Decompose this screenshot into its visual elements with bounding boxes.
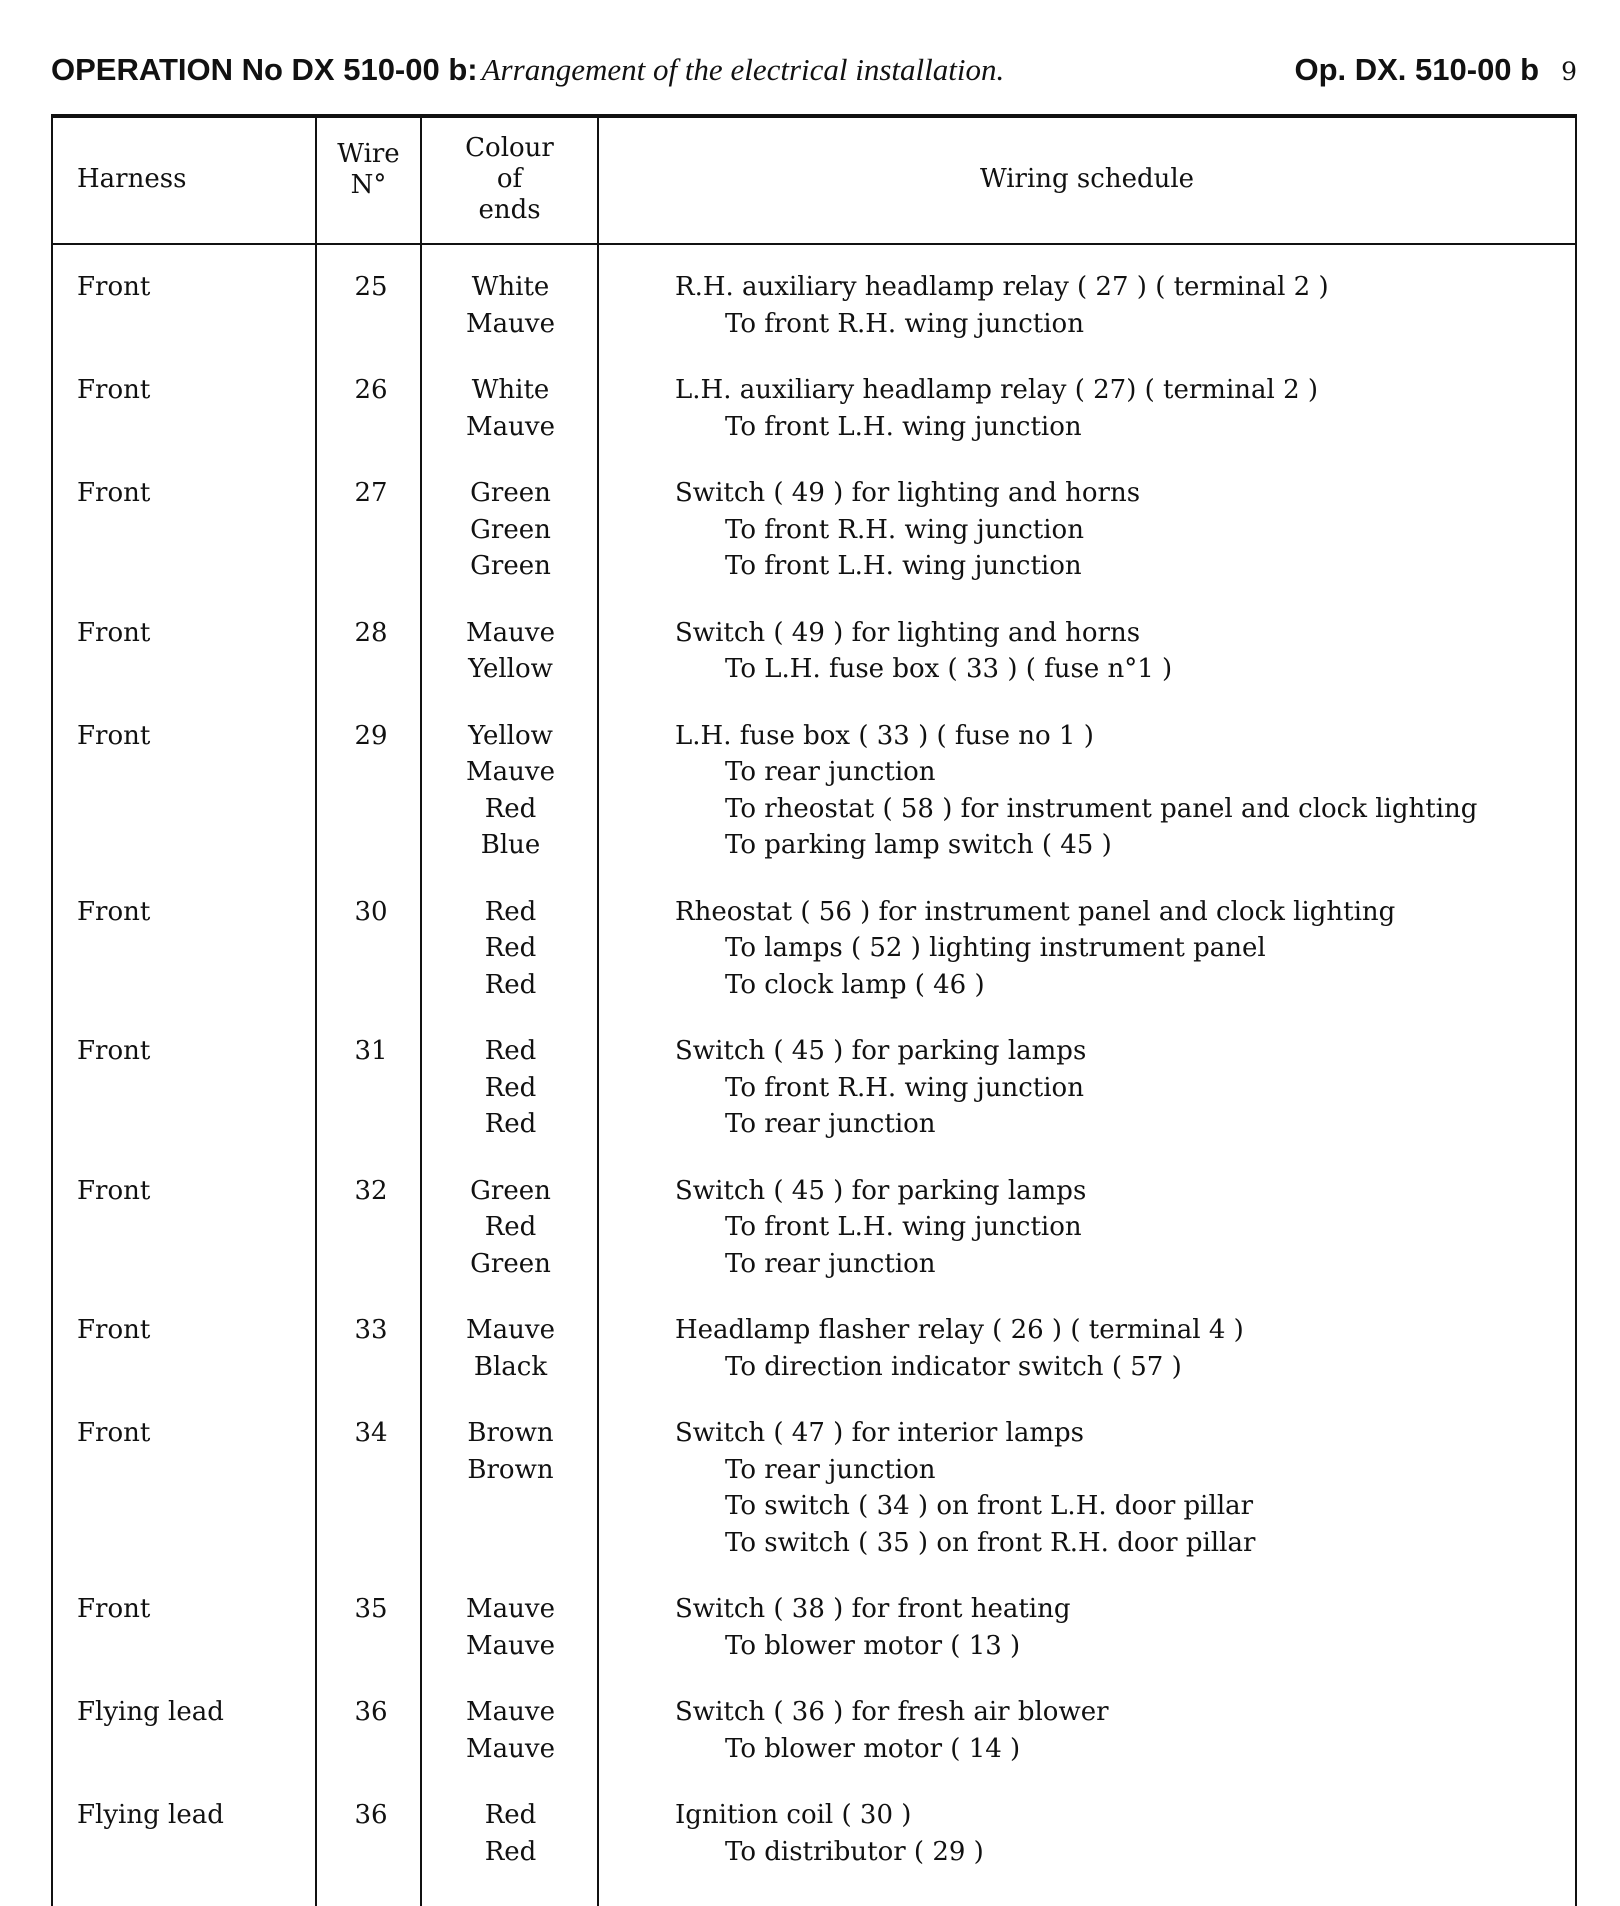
column-header-wire	[317, 139, 420, 201]
wire-number-cell: 34	[354, 1418, 388, 1448]
column-header-harness: Harness	[77, 164, 187, 194]
table-row	[51, 894, 1577, 1004]
wire-number-cell: 25	[354, 272, 388, 302]
colour-cell	[422, 1797, 599, 1870]
schedule-destination: To switch ( 34 ) on front L.H. door pillar	[725, 1491, 1254, 1521]
colour-cell	[422, 1591, 599, 1664]
page-number: 9	[1561, 57, 1577, 86]
colour-value: Mauve	[466, 617, 555, 648]
schedule-destination: To parking lamp switch ( 45 )	[725, 830, 1112, 860]
table-body	[51, 269, 1577, 1870]
table-row	[51, 1173, 1577, 1283]
column-header-colour-line: Colour	[465, 133, 554, 163]
operation-description: Arrangement of the electrical installation.	[481, 52, 1005, 87]
column-header-colour	[422, 133, 597, 226]
harness-cell: Front	[77, 375, 151, 405]
colour-value: Red	[484, 1036, 537, 1066]
colour-value: Brown	[467, 1454, 554, 1485]
colour-value: Brown	[467, 1418, 554, 1448]
harness-cell: Front	[77, 1175, 151, 1206]
colour-value: Black	[473, 1351, 548, 1382]
colour-value: Red	[484, 1836, 537, 1867]
colour-value: Red	[484, 1072, 537, 1103]
reference-code: Op. DX. 510-00 b	[1294, 52, 1540, 87]
schedule-destination: To rear junction	[725, 1248, 936, 1279]
column-header-wire-line: N°	[350, 170, 387, 200]
schedule-origin: Switch ( 49 ) for lighting and horns	[675, 617, 1141, 648]
wire-number-cell: 35	[354, 1594, 388, 1624]
colour-value: Green	[470, 478, 551, 508]
column-header-colour-line: ends	[478, 195, 541, 225]
schedule-destination: To front L.H. wing junction	[725, 551, 1082, 581]
table-row	[51, 718, 1577, 864]
wire-number-cell: 28	[354, 617, 388, 648]
wire-number-cell: 36	[354, 1800, 388, 1830]
wire-number-cell: 29	[354, 720, 388, 751]
column-header-wire-line: Wire	[337, 139, 400, 169]
colour-value: White	[471, 272, 550, 302]
schedule-cell	[599, 1033, 1577, 1143]
schedule-origin: L.H. auxiliary headlamp relay ( 27) ( terminal 2 )	[675, 375, 1319, 405]
schedule-origin: Switch ( 49 ) for lighting and horns	[675, 478, 1141, 508]
table-row	[51, 1312, 1577, 1385]
harness-cell: Front	[77, 1594, 151, 1624]
schedule-destination: To lamps ( 52 ) lighting instrument panel	[725, 933, 1266, 963]
colour-value: Red	[484, 969, 537, 1000]
schedule-origin: Headlamp flasher relay ( 26 ) ( terminal 4 )	[675, 1315, 1244, 1345]
table-row	[51, 1415, 1577, 1561]
colour-value: Mauve	[466, 1315, 555, 1345]
colour-cell	[422, 1033, 599, 1143]
schedule-cell	[599, 1591, 1577, 1664]
colour-value: Mauve	[466, 1697, 555, 1727]
colour-value: Mauve	[466, 757, 555, 787]
colour-value: Green	[470, 1248, 551, 1279]
operation-title	[51, 52, 1004, 88]
colour-value: Red	[484, 1800, 537, 1830]
schedule-destination: To direction indicator switch ( 57 )	[725, 1351, 1182, 1382]
schedule-destination: To switch ( 35 ) on front R.H. door pillar	[725, 1527, 1256, 1558]
wire-number-cell: 33	[354, 1315, 388, 1345]
colour-value: Mauve	[466, 1733, 555, 1764]
schedule-origin: L.H. fuse box ( 33 ) ( fuse no 1 )	[675, 720, 1094, 751]
schedule-destination: To rear junction	[725, 1454, 936, 1485]
colour-value: Red	[484, 1212, 537, 1242]
colour-value: Green	[470, 551, 551, 581]
header-rule	[51, 243, 1577, 245]
harness-cell: Front	[77, 272, 151, 302]
harness-cell: Front	[77, 1036, 151, 1066]
colour-value: Red	[484, 933, 537, 963]
schedule-cell	[599, 1173, 1577, 1283]
harness-cell: Flying lead	[77, 1800, 224, 1830]
schedule-destination: To clock lamp ( 46 )	[725, 969, 985, 1000]
operation-number: OPERATION No DX 510-00 b:	[51, 52, 478, 87]
schedule-origin: Switch ( 47 ) for interior lamps	[675, 1418, 1084, 1448]
table-row	[51, 475, 1577, 585]
colour-value: Mauve	[466, 1594, 555, 1624]
schedule-destination: To front R.H. wing junction	[725, 1072, 1084, 1103]
colour-cell	[422, 269, 599, 342]
schedule-cell	[599, 1797, 1577, 1870]
schedule-origin: Switch ( 45 ) for parking lamps	[675, 1036, 1087, 1066]
colour-cell	[422, 475, 599, 585]
schedule-destination: To rheostat ( 58 ) for instrument panel and clock lighting	[725, 793, 1478, 824]
harness-cell: Front	[77, 896, 151, 927]
colour-cell	[422, 1173, 599, 1283]
schedule-cell	[599, 1694, 1577, 1767]
colour-value: Mauve	[466, 1630, 555, 1661]
harness-cell: Front	[77, 478, 151, 508]
schedule-destination: To blower motor ( 13 )	[725, 1630, 1021, 1661]
table-row	[51, 1033, 1577, 1143]
harness-cell: Flying lead	[77, 1697, 224, 1727]
schedule-cell	[599, 475, 1577, 585]
schedule-origin: R.H. auxiliary headlamp relay ( 27 ) ( terminal 2 )	[675, 272, 1329, 302]
page-header	[51, 52, 1577, 94]
schedule-destination: To front R.H. wing junction	[725, 308, 1084, 339]
table-row	[51, 269, 1577, 342]
schedule-origin: Switch ( 45 ) for parking lamps	[675, 1175, 1087, 1206]
schedule-cell	[599, 1415, 1577, 1561]
colour-value: Yellow	[468, 720, 553, 751]
colour-value: Green	[470, 1175, 551, 1206]
table-row	[51, 1694, 1577, 1767]
schedule-destination: To rear junction	[725, 757, 936, 787]
wire-number-cell: 36	[354, 1697, 388, 1727]
column-header-schedule: Wiring schedule	[979, 164, 1195, 194]
colour-value: Mauve	[466, 308, 555, 339]
colour-value: Mauve	[466, 411, 555, 442]
harness-cell: Front	[77, 720, 151, 751]
colour-cell	[422, 615, 599, 688]
colour-value: Red	[484, 1109, 537, 1139]
operation-reference	[1294, 52, 1577, 88]
table-row	[51, 1797, 1577, 1870]
harness-cell: Front	[77, 1315, 151, 1345]
colour-cell	[422, 1415, 599, 1561]
wire-number-cell: 31	[354, 1036, 388, 1066]
table-row	[51, 372, 1577, 445]
colour-value: Red	[484, 793, 537, 824]
column-header-colour-line: of	[496, 164, 523, 194]
colour-cell	[422, 894, 599, 1004]
schedule-destination: To L.H. fuse box ( 33 ) ( fuse n°1 )	[725, 654, 1173, 684]
colour-value: Yellow	[468, 654, 553, 684]
schedule-origin: Ignition coil ( 30 )	[675, 1800, 912, 1830]
harness-cell: Front	[77, 617, 151, 648]
colour-cell	[422, 372, 599, 445]
schedule-cell	[599, 894, 1577, 1004]
table-row	[51, 615, 1577, 688]
schedule-cell	[599, 718, 1577, 864]
wire-number-cell: 27	[354, 478, 388, 508]
schedule-destination: To front R.H. wing junction	[725, 514, 1084, 545]
schedule-cell	[599, 372, 1577, 445]
schedule-destination: To blower motor ( 14 )	[725, 1733, 1021, 1764]
schedule-origin: Switch ( 36 ) for fresh air blower	[675, 1697, 1109, 1727]
colour-cell	[422, 1312, 599, 1385]
colour-value: Red	[484, 896, 537, 927]
table-row	[51, 1591, 1577, 1664]
schedule-destination: To front L.H. wing junction	[725, 411, 1082, 442]
schedule-destination: To rear junction	[725, 1109, 936, 1139]
wire-number-cell: 32	[354, 1175, 388, 1206]
colour-value: White	[471, 375, 550, 405]
colour-value: Green	[470, 514, 551, 545]
schedule-destination: To front L.H. wing junction	[725, 1212, 1082, 1242]
wire-number-cell: 30	[354, 896, 388, 927]
schedule-cell	[599, 1312, 1577, 1385]
colour-cell	[422, 1694, 599, 1767]
schedule-destination: To distributor ( 29 )	[725, 1836, 984, 1867]
colour-value: Blue	[480, 830, 541, 860]
schedule-cell	[599, 615, 1577, 688]
harness-cell: Front	[77, 1418, 151, 1448]
wire-number-cell: 26	[354, 375, 388, 405]
schedule-cell	[599, 269, 1577, 342]
table-top-rule	[51, 114, 1577, 118]
schedule-origin: Switch ( 38 ) for front heating	[675, 1594, 1071, 1624]
schedule-origin: Rheostat ( 56 ) for instrument panel and clock lighting	[675, 896, 1396, 927]
colour-cell	[422, 718, 599, 864]
wiring-table	[51, 114, 1577, 1906]
